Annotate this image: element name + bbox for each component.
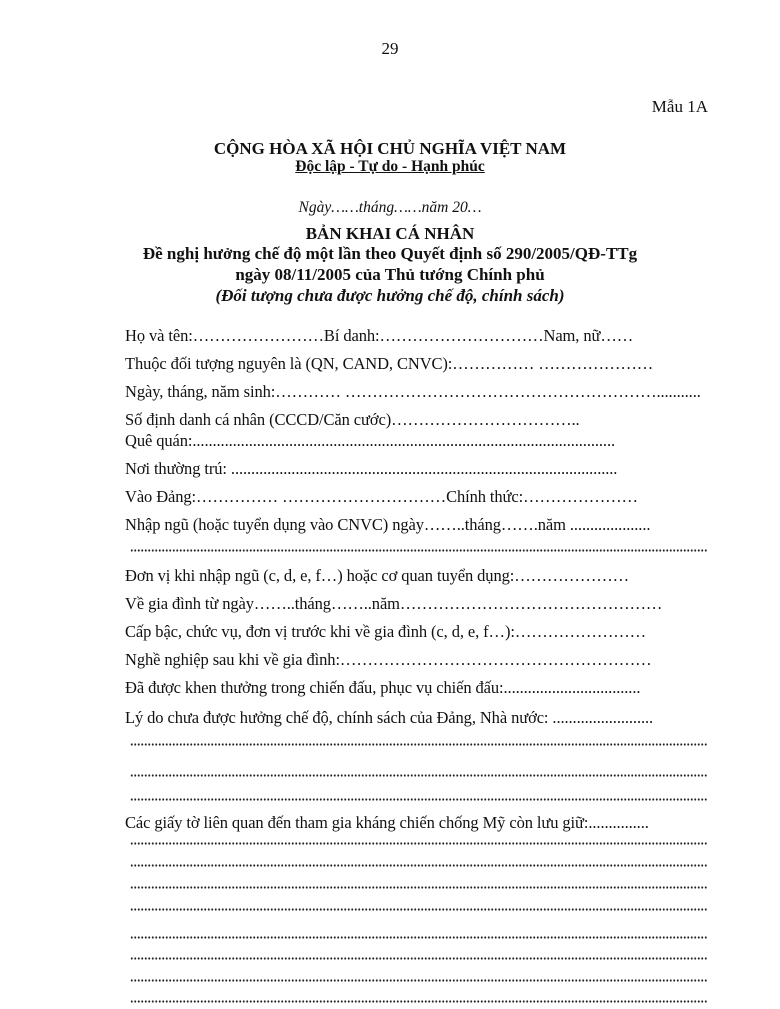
dotted-line[interactable]	[130, 842, 708, 845]
field-enlistment-date[interactable]: Nhập ngũ (hoặc tuyển dụng vào CNVC) ngày……..tháng…….năm ....................	[125, 515, 651, 534]
field-documents-kept[interactable]: Các giấy tờ liên quan đến tham gia kháng chiến chống Mỹ còn lưu giữ:...............	[125, 813, 649, 832]
field-hometown[interactable]: Quê quán:.........................................................................................................	[125, 431, 615, 450]
field-party-admission[interactable]: Vào Đảng:…………… …………………………Chính thức:…………………	[125, 487, 638, 506]
field-permanent-residence[interactable]: Nơi thường trú: ................................................................................................	[125, 459, 618, 478]
field-original-category[interactable]: Thuộc đối tượng nguyên là (QN, CAND, CNVC):…………… …………………	[125, 354, 654, 373]
dateline: Ngày……tháng……năm 20…	[298, 199, 482, 216]
field-enlistment-unit[interactable]: Đơn vị khi nhập ngũ (c, d, e, f…) hoặc cơ quan tuyển dụng:…………………	[125, 566, 630, 585]
dotted-line[interactable]	[130, 549, 708, 552]
dotted-line[interactable]	[130, 743, 708, 746]
document-subtitle-1: Đề nghị hưởng chế độ một lần theo Quyết định số 290/2005/QĐ-TTg	[142, 244, 638, 263]
dotted-line[interactable]	[130, 908, 708, 911]
field-personal-id[interactable]: Số định danh cá nhân (CCCD/Căn cước)……………………………..	[125, 410, 580, 429]
field-date-of-birth[interactable]: Ngày, tháng, năm sinh:………… …………………………………………………...........	[125, 382, 701, 401]
document-title: BẢN KHAI CÁ NHÂN	[305, 224, 475, 243]
document-subtitle-2: ngày 08/11/2005 của Thủ tướng Chính phủ	[235, 265, 545, 284]
dotted-line[interactable]	[130, 957, 708, 960]
dotted-line[interactable]	[130, 774, 708, 777]
dotted-line[interactable]	[130, 798, 708, 801]
dotted-line[interactable]	[130, 936, 708, 939]
form-code: Mẫu 1A	[651, 97, 708, 116]
national-motto: Độc lập - Tự do - Hạnh phúc	[295, 158, 485, 175]
dotted-line[interactable]	[130, 864, 708, 867]
page-number: 29	[381, 39, 399, 58]
field-return-home-date[interactable]: Về gia đình từ ngày……..tháng……..năm…………………………………………	[125, 594, 663, 613]
field-reason-not-received[interactable]: Lý do chưa được hưởng chế độ, chính sách của Đảng, Nhà nước: .........................	[125, 708, 654, 727]
field-full-name[interactable]: Họ và tên:……………………Bí danh:…………………………Nam, nữ……	[125, 326, 634, 345]
national-title: CỘNG HÒA XÃ HỘI CHỦ NGHĨA VIỆT NAM	[213, 139, 567, 158]
dotted-line[interactable]	[130, 979, 708, 982]
document-subtitle-3: (Đối tượng chưa được hưởng chế độ, chính sách)	[215, 286, 565, 305]
dotted-line[interactable]	[130, 1000, 708, 1003]
field-occupation[interactable]: Nghề nghiệp sau khi về gia đình:…………………………………………………	[125, 650, 652, 669]
field-awards[interactable]: Đã được khen thưởng trong chiến đấu, phục vụ chiến đấu:..................................	[125, 678, 641, 697]
dotted-line[interactable]	[130, 886, 708, 889]
field-rank-position[interactable]: Cấp bậc, chức vụ, đơn vị trước khi về gia đình (c, d, e, f…):……………………	[125, 622, 647, 641]
